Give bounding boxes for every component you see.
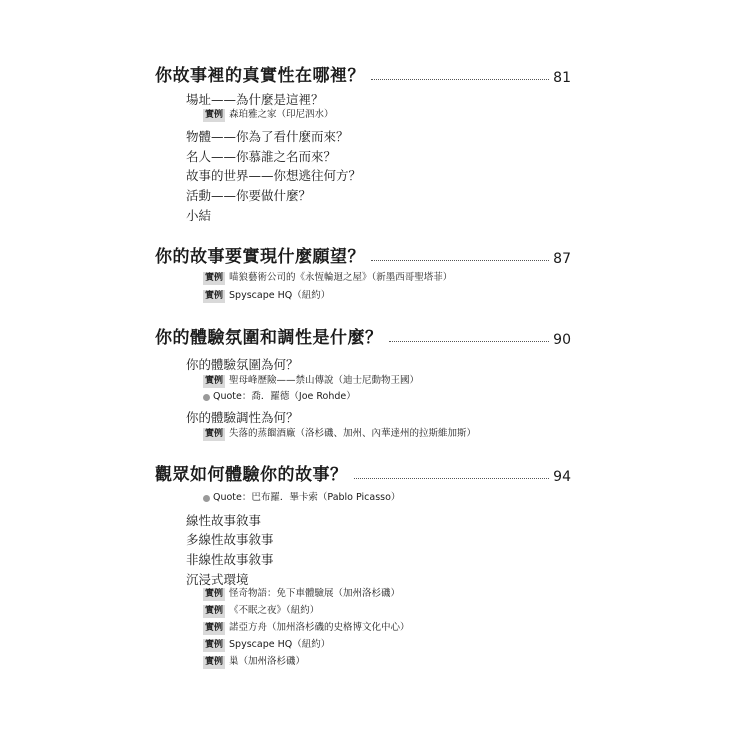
section-title: 你的故事要實現什麼願望？ — [155, 247, 365, 267]
section-title: 你故事裡的真實性在哪裡？ — [155, 66, 365, 86]
toc-subheading[interactable]: 沉浸式環境 — [186, 572, 249, 587]
example-text: 巢（加州洛杉磯） — [229, 656, 306, 667]
section-page-number: 90 — [553, 332, 571, 348]
example-text: 喵狼藝術公司的《永恆輪迴之屋》（新墨西哥聖塔菲） — [229, 272, 453, 283]
toc-example-entry[interactable] — [203, 587, 400, 601]
toc-example-entry[interactable] — [203, 374, 419, 388]
toc-subheading[interactable]: 線性故事敘事 — [186, 513, 262, 528]
quote-label: Quote — [213, 391, 242, 402]
quote-label: Quote — [213, 492, 242, 503]
bullet-dot-icon — [203, 495, 210, 502]
example-tag: 實例 — [205, 588, 224, 599]
toc-example-entry[interactable] — [203, 427, 476, 441]
toc-subheading[interactable]: 活動——你要做什麼？ — [186, 188, 312, 203]
section-page-number: 87 — [553, 251, 571, 267]
toc-subheading[interactable]: 多線性故事敘事 — [186, 532, 274, 547]
toc-subheading[interactable]: 你的體驗調性為何？ — [186, 410, 299, 425]
toc-example-entry[interactable] — [203, 604, 319, 618]
toc-subheading[interactable]: 小結 — [186, 208, 212, 223]
section-page-number: 94 — [553, 469, 571, 485]
example-text: 諾亞方舟（加州洛杉磯的史格博文化中心） — [229, 622, 410, 633]
toc-subheading[interactable]: 非線性故事敘事 — [186, 552, 274, 567]
section-page-number: 81 — [553, 70, 571, 86]
toc-quote-entry[interactable] — [203, 491, 400, 505]
toc-example-entry[interactable] — [203, 655, 305, 669]
toc-subheading[interactable]: 物體——你為了看什麼而來？ — [186, 129, 349, 144]
toc-subheading[interactable]: 場址——為什麼是這裡？ — [186, 92, 324, 107]
toc-subheading[interactable]: 故事的世界——你想逃往何方？ — [186, 168, 362, 183]
example-tag: 實例 — [205, 428, 224, 439]
example-text: 聖母峰歷險——禁山傳說（迪士尼動物王國） — [229, 375, 420, 386]
dot-leader — [371, 259, 549, 261]
toc-example-entry[interactable] — [203, 108, 334, 122]
example-tag: 實例 — [205, 605, 224, 616]
section-title: 觀眾如何體驗你的故事？ — [155, 465, 348, 485]
example-text: Spyscape HQ（紐約） — [229, 639, 331, 650]
toc-example-entry[interactable] — [203, 271, 452, 285]
toc-example-entry[interactable] — [203, 621, 410, 635]
example-text: 森珀雅之家（印尼泗水） — [229, 109, 334, 120]
section-title: 你的體驗氛圍和調性是什麼？ — [155, 328, 383, 348]
example-tag: 實例 — [205, 109, 224, 120]
example-tag: 實例 — [205, 375, 224, 386]
quote-text: ：喬．羅德（Joe Rohde） — [241, 391, 356, 402]
toc-subheading[interactable]: 你的體驗氛圍為何？ — [186, 357, 299, 372]
example-tag: 實例 — [205, 290, 224, 301]
example-tag: 實例 — [205, 272, 224, 283]
dot-leader — [389, 340, 550, 342]
toc-example-entry[interactable] — [203, 289, 330, 303]
example-text: 失落的蒸餾酒廠（洛杉磯、加州、內華達州的拉斯維加斯） — [229, 428, 477, 439]
example-tag: 實例 — [205, 656, 224, 667]
toc-subheading[interactable]: 名人——你慕誰之名而來？ — [186, 149, 337, 164]
toc-section-heading[interactable] — [155, 461, 571, 485]
example-tag: 實例 — [205, 622, 224, 633]
example-text: Spyscape HQ（紐約） — [229, 290, 331, 301]
toc-section-heading[interactable] — [155, 243, 571, 267]
toc-example-entry[interactable] — [203, 638, 330, 652]
quote-text: ：巴布羅．畢卡索（Pablo Picasso） — [241, 492, 401, 503]
toc-section-heading[interactable] — [155, 62, 571, 86]
example-tag: 實例 — [205, 639, 224, 650]
toc-section-heading[interactable] — [155, 324, 571, 348]
example-text: 《不眠之夜》（紐約） — [229, 605, 320, 616]
dot-leader — [354, 477, 550, 479]
dot-leader — [371, 78, 549, 80]
toc-quote-entry[interactable] — [203, 390, 356, 404]
example-text: 怪奇物語：免下車體驗展（加州洛杉磯） — [229, 588, 401, 599]
bullet-dot-icon — [203, 394, 210, 401]
